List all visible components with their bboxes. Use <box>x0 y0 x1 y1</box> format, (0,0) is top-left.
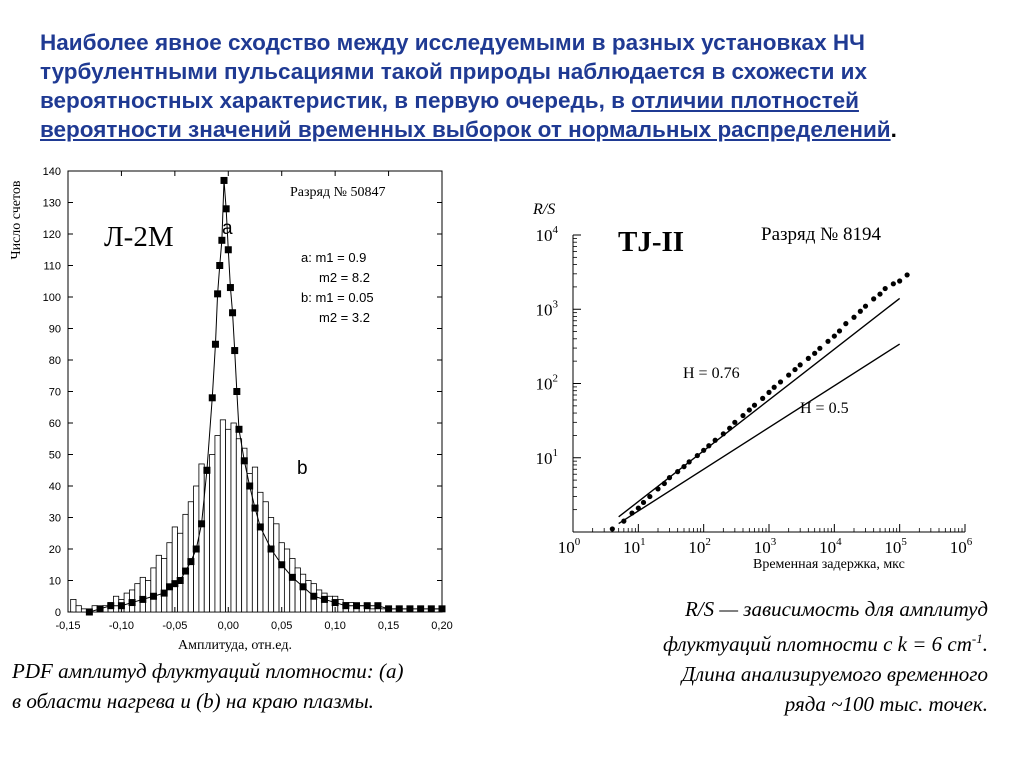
x-tick-label: -0,05 <box>162 620 188 632</box>
caption-right-line2-end: . <box>982 632 988 656</box>
rs-data-point <box>647 494 652 499</box>
rs-data-point <box>687 459 692 464</box>
rs-loglog-chart <box>525 195 995 580</box>
curve-a-point <box>428 605 435 612</box>
y-tick-label: 0 <box>54 607 61 619</box>
tick-label: $10^4$ <box>819 536 842 557</box>
rs-data-point <box>721 431 726 436</box>
rs-data-point <box>812 351 817 356</box>
curve-label-a: a <box>222 218 233 239</box>
curve-a-point <box>300 583 307 590</box>
x-tick-label: 0,10 <box>324 620 346 632</box>
rs-data-point <box>621 519 626 524</box>
y-tick-label: 70 <box>48 386 61 399</box>
tick-label: $10^0$ <box>557 536 581 557</box>
y-tick-label: 130 <box>42 197 61 210</box>
rs-data-point <box>832 333 837 338</box>
x-tick-label: -0,15 <box>55 620 81 632</box>
curve-a-point <box>193 546 200 553</box>
rs-data-point <box>641 500 646 505</box>
rs-data-point <box>851 315 856 320</box>
histogram-bar-b <box>242 448 247 612</box>
curve-a-point <box>342 602 349 609</box>
curve-a-point <box>252 505 259 512</box>
rs-data-point <box>825 339 830 344</box>
rs-data-point <box>675 469 680 474</box>
histogram-bar-b <box>199 464 204 612</box>
y-tick-label: 20 <box>48 544 61 556</box>
rs-data-point <box>891 281 896 286</box>
reference-line-h05 <box>619 344 900 524</box>
curve-a-point <box>364 602 371 609</box>
tick-label: $10^2$ <box>688 536 711 557</box>
histogram-bar-b <box>279 543 284 612</box>
rs-data-point <box>747 407 752 412</box>
line-label-h076: H = 0.76 <box>683 365 740 382</box>
rs-data-point <box>883 286 888 291</box>
tick-label: $10^1$ <box>623 536 646 557</box>
curve-a-point <box>177 577 184 584</box>
histogram-bar-b <box>236 439 241 612</box>
rs-data-point <box>843 321 848 326</box>
rs-data-point <box>817 346 822 351</box>
rs-data-point <box>778 379 783 384</box>
curve-a-point <box>223 205 230 212</box>
x-tick-label: 0,20 <box>431 620 453 632</box>
histogram-bar-b <box>231 423 236 612</box>
tick-label: $10^6$ <box>949 536 973 557</box>
curve-a-point <box>187 558 194 565</box>
x-tick-label: 0,15 <box>377 620 400 632</box>
curve-a-point <box>278 561 285 568</box>
curve-a-point <box>310 593 317 600</box>
histogram-bar-b <box>204 473 209 612</box>
y-tick-label: 90 <box>48 323 61 336</box>
curve-a-point <box>182 568 189 575</box>
y-axis-label: Число счетов <box>9 180 24 260</box>
curve-a-point <box>406 605 413 612</box>
legend-b-m1: b: m1 = 0.05 <box>301 290 374 305</box>
rs-data-point <box>863 304 868 309</box>
x-axis-label: Временная задержка, мкс <box>753 557 905 572</box>
legend-a-m2: m2 = 8.2 <box>319 270 370 285</box>
curve-label-b: b <box>297 458 308 479</box>
caption-right-line3: Длина анализируемого временного <box>681 662 988 686</box>
curve-a-point <box>353 602 360 609</box>
rs-data-point <box>760 396 765 401</box>
histogram-bar-b <box>215 436 220 612</box>
x-tick-label: -0,10 <box>108 620 134 632</box>
curve-a-point <box>396 605 403 612</box>
x-tick-label: 0,00 <box>217 620 239 632</box>
y-tick-label: 60 <box>48 418 61 430</box>
caption-left <box>12 656 532 716</box>
curve-a-point <box>214 290 221 297</box>
y-tick-label: 50 <box>48 449 61 462</box>
curve-a-point <box>417 605 424 612</box>
histogram-bar-b <box>156 555 161 612</box>
histogram-bar-b <box>263 502 268 612</box>
curve-a-point <box>289 574 296 581</box>
shot-label: Разряд № 50847 <box>290 185 386 200</box>
rs-data-point <box>701 448 706 453</box>
curve-a-point <box>229 309 236 316</box>
histogram-bar-b <box>300 574 305 612</box>
device-label: TJ-II <box>618 226 685 258</box>
rs-data-point <box>798 362 803 367</box>
rs-data-point <box>636 505 641 510</box>
rs-data-point <box>772 385 777 390</box>
caption-right-line2-sup: -1 <box>971 631 983 646</box>
line-label-h05: H = 0.5 <box>800 400 849 417</box>
heading-underlined-text: отличии плотностей вероятности значений временных выборок от нормальных распределений <box>40 88 891 142</box>
curve-a-point <box>129 599 136 606</box>
x-axis-label: Амплитуда, отн.ед. <box>178 638 292 653</box>
curve-a-point <box>235 426 242 433</box>
rs-data-point <box>897 278 902 283</box>
caption-left-line1: PDF амплитуд флуктуаций плотности: (a) <box>12 659 404 683</box>
tick-label: $10^5$ <box>884 536 907 557</box>
curve-a-point <box>241 457 248 464</box>
histogram-bar-b <box>71 599 76 612</box>
tick-label: $10^4$ <box>535 224 558 245</box>
legend-a-m1: a: m1 = 0.9 <box>301 250 367 265</box>
rs-data-point <box>858 309 863 314</box>
y-axis-label: R/S <box>533 201 556 218</box>
curve-a-point <box>212 341 219 348</box>
histogram-bar-b <box>290 558 295 612</box>
curve-a-point <box>216 262 223 269</box>
rs-data-point <box>792 367 797 372</box>
rs-data-point <box>655 486 660 491</box>
curve-a-point <box>86 609 93 616</box>
rs-data-point <box>740 413 745 418</box>
y-tick-label: 80 <box>48 355 61 367</box>
tick-label: $10^3$ <box>535 298 558 320</box>
curve-a-point <box>233 388 240 395</box>
y-tick-label: 40 <box>48 481 61 493</box>
histogram-bar-b <box>226 429 231 612</box>
rs-data-point <box>706 443 711 448</box>
caption-right-line2 <box>560 624 988 659</box>
curve-a-point <box>107 602 114 609</box>
caption-right-line4: ряда ~100 тыс. точек. <box>784 692 988 716</box>
rs-data-point <box>752 403 757 408</box>
heading-text: Наиболее явное сходство между исследуемыми в разных установках НЧ турбулентными пульсациями такой природы наблюдается в схожести их вероятностных характеристик, в первую очередь, в <box>40 30 868 113</box>
curve-a-point <box>209 394 216 401</box>
rs-data-point <box>667 475 672 480</box>
device-label: Л-2М <box>104 221 174 253</box>
histogram-bar-b <box>220 420 225 612</box>
curve-a-point <box>321 596 328 603</box>
curve-a-point <box>150 593 157 600</box>
y-tick-label: 30 <box>48 512 61 525</box>
curve-a-point <box>225 246 232 253</box>
rs-data-point <box>629 510 634 515</box>
y-tick-label: 100 <box>42 292 61 304</box>
rs-data-point <box>766 390 771 395</box>
rs-data-point <box>681 464 686 469</box>
tick-label: $10^1$ <box>535 446 558 468</box>
curve-a-point <box>139 596 146 603</box>
curve-a-point <box>332 599 339 606</box>
caption-right-line2-text: флуктуаций плотности с k = 6 cm <box>663 632 972 656</box>
curve-a-point <box>203 467 210 474</box>
caption-left-line2: в области нагрева и (b) на краю плазмы. <box>12 689 374 713</box>
tick-label: $10^2$ <box>535 372 558 394</box>
curve-a-point <box>198 520 205 527</box>
rs-data-point <box>877 291 882 296</box>
histogram-bar-b <box>268 518 273 613</box>
shot-label: Разряд № 8194 <box>761 224 882 245</box>
histogram-bar-b <box>370 609 375 612</box>
legend-b-m2: m2 = 3.2 <box>319 310 370 325</box>
y-tick-label: 120 <box>42 229 61 241</box>
histogram-bar-b <box>140 577 145 612</box>
rs-data-point <box>662 481 667 486</box>
rs-data-point <box>713 438 718 443</box>
rs-data-point <box>786 372 791 377</box>
curve-a-point <box>374 602 381 609</box>
caption-right-line1: R/S — зависимость для амплитуд <box>684 597 988 621</box>
rs-data-point <box>837 328 842 333</box>
x-tick-label: 0,05 <box>271 620 293 632</box>
histogram-bar-b <box>210 455 215 613</box>
histogram-bar-b <box>167 543 172 612</box>
tick-label: $10^3$ <box>753 536 777 557</box>
heading-period: . <box>890 117 897 142</box>
slide-heading <box>40 28 1000 144</box>
histogram-bar-b <box>151 568 156 612</box>
caption-right <box>560 594 988 719</box>
rs-data-point <box>905 272 910 277</box>
curve-a-point <box>231 347 238 354</box>
curve-a-point <box>161 590 168 597</box>
histogram-bar-b <box>172 527 177 612</box>
rs-data-point <box>727 426 732 431</box>
rs-data-point <box>695 453 700 458</box>
rs-data-point <box>732 420 737 425</box>
rs-data-point <box>806 356 811 361</box>
rs-data-point <box>610 526 615 531</box>
rs-data-point <box>871 296 876 301</box>
curve-a-point <box>246 483 253 490</box>
curve-a-point <box>268 546 275 553</box>
histogram-bar-b <box>76 606 81 612</box>
curve-a-point <box>97 605 104 612</box>
fit-line-h076 <box>619 298 900 516</box>
y-tick-label: 10 <box>48 575 61 588</box>
pdf-histogram-chart <box>0 160 470 655</box>
curve-a-point <box>227 284 234 291</box>
y-tick-label: 140 <box>42 166 61 178</box>
curve-a-point <box>221 177 228 184</box>
curve-a-point <box>257 523 264 530</box>
y-tick-label: 110 <box>43 260 61 273</box>
